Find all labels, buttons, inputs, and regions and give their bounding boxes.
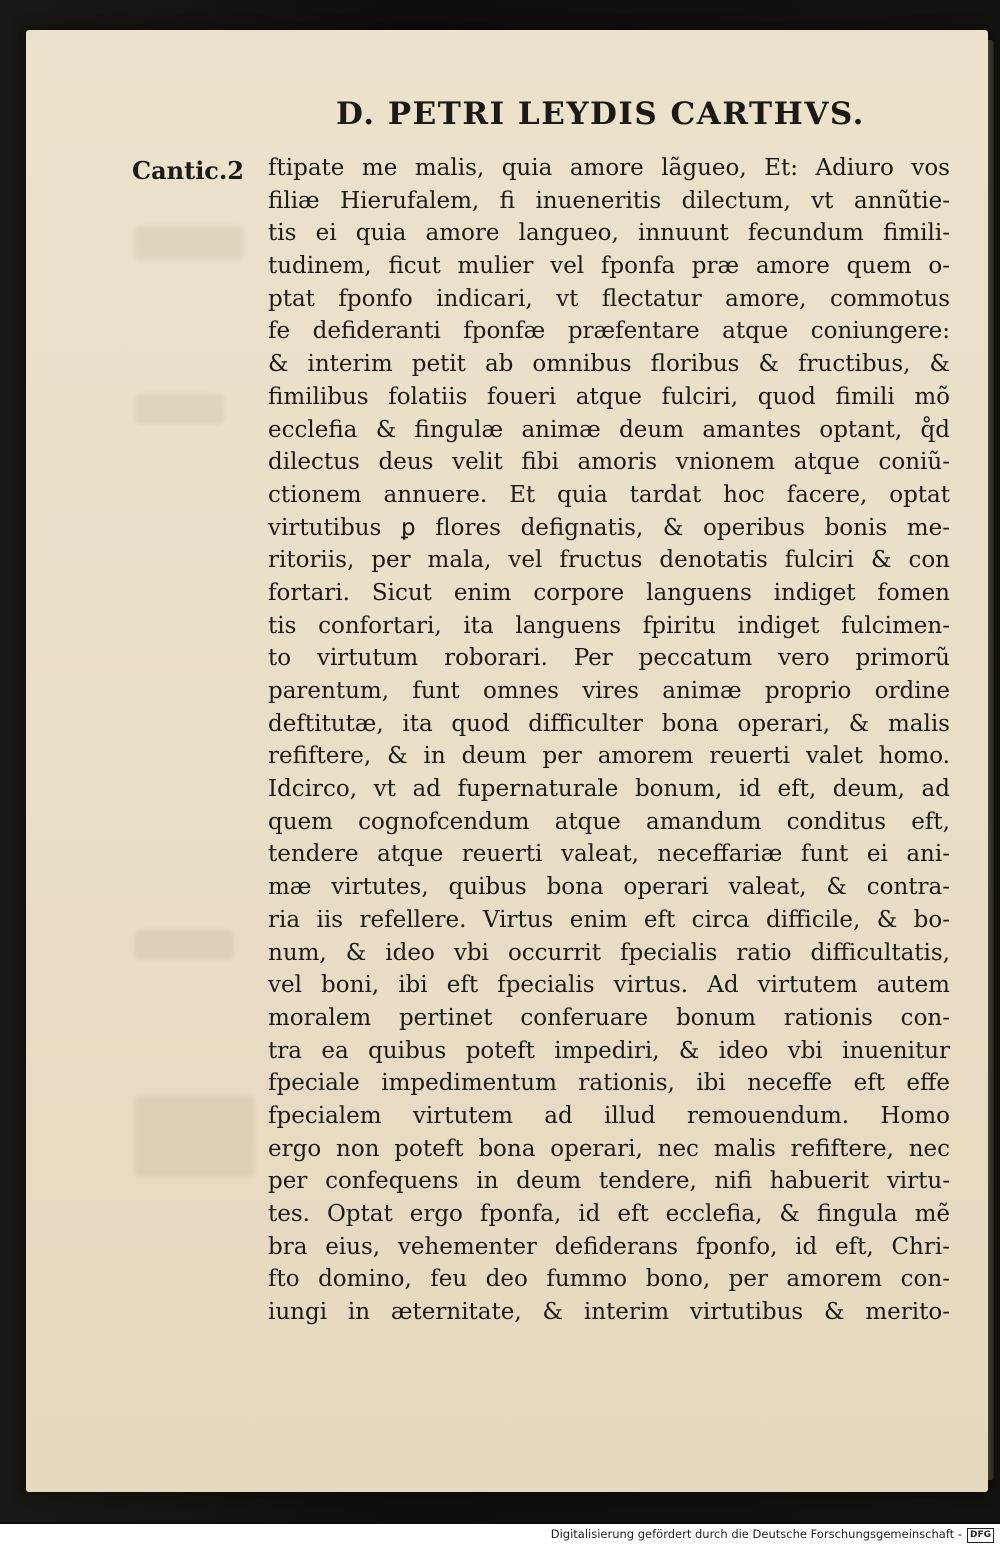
dfg-logo-icon: DFG (967, 1528, 994, 1543)
text-line: per confequens in deum tendere, nifi habuerit virtu- (268, 1168, 950, 1195)
text-line: iungi in æternitate, & interim virtutibus & merito- (268, 1299, 950, 1326)
text-line: tra ea quibus poteft impediri, & ideo vbi inuenitur (268, 1037, 950, 1064)
text-line: fpeciale impedimentum rationis, ibi neceffe eft effe (268, 1070, 950, 1097)
text-line: ctionem annuere. Et quia tardat hoc facere, optat (268, 481, 950, 508)
text-line: to virtutum roborari. Per peccatum vero primorũ (268, 645, 950, 672)
text-line: ptat fponfo indicari, vt flectatur amore, commotus (268, 285, 950, 312)
text-line: vel boni, ibi eft fpecialis virtus. Ad virtutem autem (268, 972, 950, 999)
show-through-mark (134, 930, 234, 960)
text-line: fpecialem virtutem ad illud remouendum. Homo (268, 1102, 950, 1129)
text-line: fto domino, feu deo fummo bono, per amorem con- (268, 1266, 950, 1293)
text-line: fimilibus folatiis foueri atque fulciri, quod fimili mõ (268, 383, 950, 410)
text-line: dilectus deus velit fibi amoris vnionem atque coniũ- (268, 449, 950, 476)
text-line: ftipate me malis, quia amore lãgueo, Et: Adiuro vos (268, 155, 950, 181)
text-line: quem cognofcendum atque amandum conditus eft, (268, 808, 950, 835)
text-line: tendere atque reuerti valeat, neceffariæ funt ei ani- (268, 841, 950, 868)
text-line: tis confortari, ita languens fpiritu indiget fulcimen- (268, 612, 950, 639)
running-head: D. PETRI LEYDIS CARTHVS. (336, 96, 865, 132)
text-line: ergo non poteft bona operari, nec malis refiftere, nec (268, 1135, 950, 1162)
show-through-mark (134, 226, 244, 260)
text-line: ritoriis, per mala, vel fructus denotatis fulciri & con (268, 547, 950, 574)
text-line: bra eius, vehementer defiderans fponfo, id eft, Chri- (268, 1233, 950, 1260)
margin-note: Cantic.2 (132, 156, 244, 185)
body-text (268, 152, 950, 1329)
text-line: tes. Optat ergo fponfa, id eft ecclefia, & fingula mẽ (268, 1201, 950, 1227)
text-line: deftitutæ, ita quod difficulter bona operari, & malis (268, 710, 950, 737)
text-line: filiæ Hierufalem, fi inueneritis dilectum, vt annũtie- (268, 187, 950, 214)
show-through-mark (134, 1096, 254, 1176)
text-line: mæ virtutes, quibus bona operari valeat, & contra- (268, 874, 950, 901)
text-line: Idcirco, vt ad fupernaturale bonum, id eft, deum, ad (268, 776, 950, 803)
text-line: moralem pertinet conferuare bonum rationis con- (268, 1004, 950, 1031)
show-through-mark (134, 394, 224, 424)
text-line: ecclefia & fingulæ animæ deum amantes optant, q̊d (268, 416, 950, 443)
text-line: refiftere, & in deum per amorem reuerti valet homo. (268, 743, 950, 770)
text-line: tis ei quia amore langueo, innuunt fecundum fimili- (268, 220, 950, 247)
text-line: num, & ideo vbi occurrit fpecialis ratio difficultatis, (268, 939, 950, 966)
text-line: ria iis refellere. Virtus enim eft circa difficile, & bo- (268, 906, 950, 933)
text-line: tudinem, ficut mulier vel fponfa præ amore quem o- (268, 253, 950, 280)
text-line: fortari. Sicut enim corpore languens indiget fomen (268, 579, 950, 606)
footer-bar (0, 1524, 1000, 1548)
text-line: fe defideranti fponfæ præfentare atque coniungere: (268, 318, 950, 345)
text-line: virtutibus ꝑ flores defignatis, & operibus bonis me- (268, 514, 950, 541)
funding-credit: Digitalisierung gefördert durch die Deutsche Forschungsgemeinschaft - (550, 1527, 962, 1541)
text-line: & interim petit ab omnibus floribus & fructibus, & (268, 351, 950, 378)
text-line: parentum, funt omnes vires animæ proprio ordine (268, 678, 950, 704)
